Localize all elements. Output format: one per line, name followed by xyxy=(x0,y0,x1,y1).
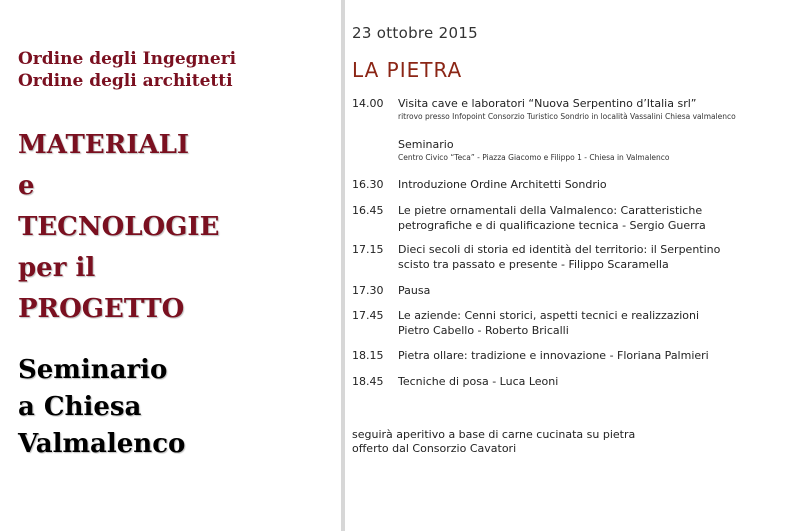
item-subtitle: Centro Civico “Teca” - Piazza Giacomo e Filippo 1 - Chiesa in Valmalenco xyxy=(398,153,670,162)
item-time: 18.15 xyxy=(352,349,384,362)
seminar-line: Seminario xyxy=(18,355,168,385)
seminar-location xyxy=(18,352,185,463)
item-title: Dieci secoli di storia ed identità del territorio: il Serpentino xyxy=(398,243,721,256)
item-time: 17.30 xyxy=(352,284,384,297)
item-time: 14.00 xyxy=(352,97,384,110)
item-title-cont: petrografiche e di qualificazione tecnica - Sergio Guerra xyxy=(398,219,706,232)
item-title-cont: scisto tra passato e presente - Filippo Scaramella xyxy=(398,258,669,271)
item-title: Le pietre ornamentali della Valmalenco: Caratteristiche xyxy=(398,204,703,217)
item-time: 18.45 xyxy=(352,375,384,388)
program-footer xyxy=(352,428,635,456)
item-title: Le aziende: Cenni storici, aspetti tecnici e realizzazioni xyxy=(398,309,700,322)
organizer-engineers: Ordine degli Ingegneri xyxy=(18,49,237,69)
item-subtitle: ritrovo presso Infopoint Consorzio Turistico Sondrio in località Vassalini Chiesa valmalenco xyxy=(398,112,736,121)
event-title xyxy=(18,125,219,330)
item-time: 17.45 xyxy=(352,309,384,322)
title-line: TECNOLOGIE xyxy=(18,212,220,242)
item-title: Pietra ollare: tradizione e innovazione - Floriana Palmieri xyxy=(398,349,709,362)
event-date: 23 ottobre 2015 xyxy=(352,24,479,42)
item-title: Visita cave e laboratori “Nuova Serpentino d’Italia srl” xyxy=(398,97,697,110)
program-heading: LA PIETRA xyxy=(352,58,463,82)
program-panel xyxy=(352,0,787,531)
item-time: 16.45 xyxy=(352,204,384,217)
organizers xyxy=(18,48,236,92)
seminar-line: Valmalenco xyxy=(18,429,186,459)
left-panel xyxy=(0,0,340,531)
title-line: per il xyxy=(18,253,96,283)
item-time: 16.30 xyxy=(352,178,384,191)
vertical-divider xyxy=(341,0,345,531)
title-line: PROGETTO xyxy=(18,294,185,324)
item-title: Seminario xyxy=(398,138,454,151)
item-title: Tecniche di posa - Luca Leoni xyxy=(398,375,559,388)
footer-line: seguirà aperitivo a base di carne cucinata su pietra xyxy=(352,428,636,441)
item-time: 17.15 xyxy=(352,243,384,256)
item-title: Pausa xyxy=(398,284,431,297)
seminar-line: a Chiesa xyxy=(18,392,142,422)
item-title-cont: Pietro Cabello - Roberto Bricalli xyxy=(398,324,569,337)
footer-line: offerto dal Consorzio Cavatori xyxy=(352,442,517,455)
title-line: MATERIALI xyxy=(18,130,190,160)
item-title: Introduzione Ordine Architetti Sondrio xyxy=(398,178,607,191)
title-line: e xyxy=(18,171,35,201)
organizer-architects: Ordine degli architetti xyxy=(18,71,233,91)
